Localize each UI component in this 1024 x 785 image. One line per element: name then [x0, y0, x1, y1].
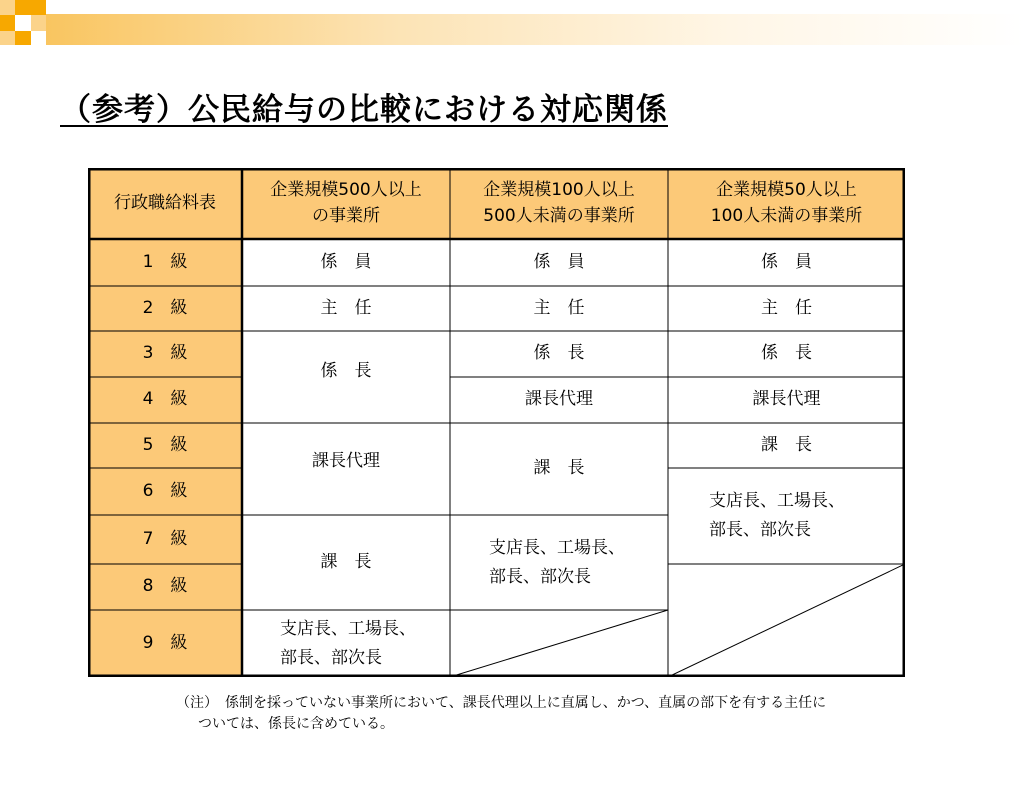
header-cell-100: 企業規模100人以上 500人未満の事業所	[450, 168, 668, 239]
position-cell: 支店長、工場長、 部長、部次長	[668, 468, 905, 564]
position-cell: 課 長	[450, 423, 668, 515]
position-cell: 課長代理	[668, 377, 905, 423]
footnote-line-1: （注） 係制を採っていない事業所において、課長代理以上に直属し、かつ、直属の部下を有する主任に	[176, 695, 827, 711]
header-cell-50: 企業規模50人以上 100人未満の事業所	[668, 168, 905, 239]
empty-cell	[668, 564, 905, 677]
position-cell: 支店長、工場長、 部長、部次長	[242, 610, 450, 677]
position-cell: 主 任	[450, 286, 668, 331]
position-cell: 課 長	[242, 515, 450, 610]
position-cell: 係 長	[668, 331, 905, 377]
grade-label: 2 級	[88, 286, 242, 331]
empty-cell	[450, 610, 668, 677]
deco-square	[15, 31, 31, 45]
grade-label: 3 級	[88, 331, 242, 377]
position-cell: 課長代理	[242, 423, 450, 515]
deco-square	[31, 0, 46, 15]
position-cell: 係 員	[242, 239, 450, 286]
grade-label: 6 級	[88, 468, 242, 515]
deco-square	[0, 0, 15, 15]
position-cell: 主 任	[242, 286, 450, 331]
grade-label: 1 級	[88, 239, 242, 286]
deco-square	[0, 15, 15, 31]
comparison-table	[88, 168, 905, 677]
position-cell: 係 長	[450, 331, 668, 377]
grade-label: 4 級	[88, 377, 242, 423]
deco-square	[31, 15, 46, 31]
position-cell: 係 員	[450, 239, 668, 286]
header-cell-grade-table: 行政職給料表	[88, 168, 242, 239]
footnote	[176, 693, 826, 735]
grade-label: 9 級	[88, 610, 242, 677]
position-cell: 支店長、工場長、 部長、部次長	[450, 515, 668, 610]
position-cell: 係 員	[668, 239, 905, 286]
header-cell-500: 企業規模500人以上 の事業所	[242, 168, 450, 239]
header-bar	[46, 14, 1024, 45]
deco-square	[15, 0, 31, 15]
footnote-line-2: ついては、係長に含めている。	[198, 716, 394, 732]
position-cell: 係 長	[242, 331, 450, 423]
grade-label: 8 級	[88, 564, 242, 610]
grade-label: 7 級	[88, 515, 242, 564]
position-cell: 主 任	[668, 286, 905, 331]
grade-label: 5 級	[88, 423, 242, 468]
deco-square	[0, 31, 15, 45]
position-cell: 課長代理	[450, 377, 668, 423]
slide-title: （参考）公民給与の比較における対応関係	[60, 92, 668, 128]
position-cell: 課 長	[668, 423, 905, 468]
